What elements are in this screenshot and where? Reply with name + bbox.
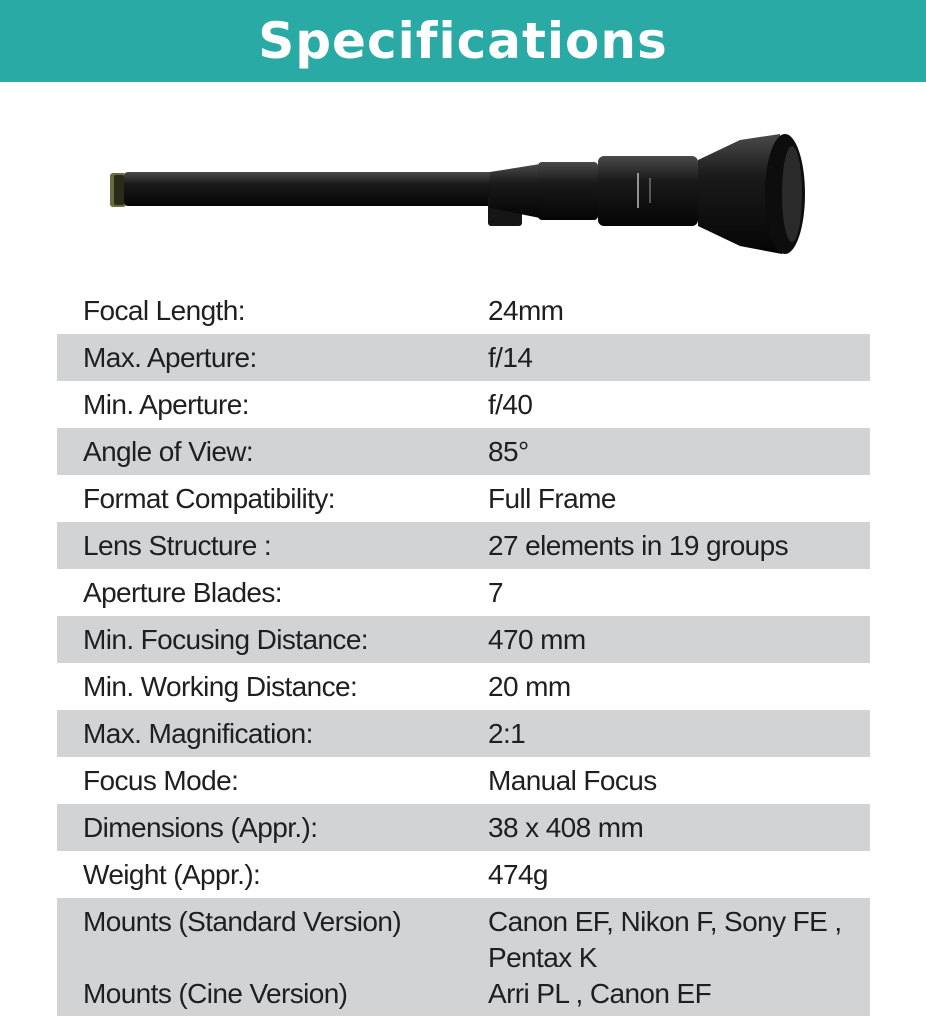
spec-value: 2:1 (466, 710, 870, 757)
probe-lens-image (110, 128, 810, 258)
spec-label: Max. Aperture: (57, 334, 466, 381)
spec-value: 7 (488, 576, 503, 608)
spec-row (57, 475, 870, 522)
spec-label: Min. Focusing Distance: (57, 616, 466, 663)
mounts-cine-value: Arri PL , Canon EF (488, 978, 712, 1009)
spec-value: 85° (466, 428, 870, 475)
spec-value: 20 mm (488, 670, 571, 702)
mounts-values (466, 898, 870, 1016)
spec-value: 27 elements in 19 groups (466, 522, 870, 569)
spec-row (57, 616, 870, 663)
spec-label: Min. Working Distance: (83, 670, 358, 702)
spec-row (57, 804, 870, 851)
mounts-labels (57, 898, 466, 1016)
spec-value: f/40 (488, 388, 533, 420)
spec-label: Min. Aperture: (83, 388, 249, 420)
spec-value: 474g (488, 858, 548, 890)
spec-label: Max. Magnification: (57, 710, 466, 757)
spec-value: f/14 (466, 334, 870, 381)
mounts-row (57, 898, 870, 1016)
spec-label: Dimensions (Appr.): (57, 804, 466, 851)
spec-label: Focus Mode: (83, 764, 239, 796)
spec-value: Full Frame (488, 482, 616, 514)
spec-row (57, 663, 870, 710)
spacer (83, 940, 466, 976)
spec-row (57, 381, 870, 428)
spec-row (57, 334, 870, 381)
mounts-standard-label: Mounts (Standard Version) (83, 906, 402, 937)
spec-label: Angle of View: (57, 428, 466, 475)
mounts-standard-value-line2: Pentax K (488, 942, 597, 973)
spec-value: 38 x 408 mm (466, 804, 870, 851)
spec-row (57, 569, 870, 616)
specifications-table (57, 287, 870, 1016)
page-title: Specifications (258, 12, 668, 70)
spec-row (57, 757, 870, 804)
spec-row (57, 428, 870, 475)
mounts-cine-label: Mounts (Cine Version) (83, 978, 348, 1009)
spec-label: Focal Length: (83, 294, 245, 326)
spec-value: Manual Focus (488, 764, 657, 796)
spec-label: Format Compatibility: (83, 482, 335, 514)
mounts-standard-value-line1: Canon EF, Nikon F, Sony FE , (488, 906, 842, 937)
spec-row (57, 851, 870, 898)
spec-label: Weight (Appr.): (83, 858, 261, 890)
spec-value: 470 mm (466, 616, 870, 663)
spec-row (57, 287, 870, 334)
spec-label: Aperture Blades: (83, 576, 282, 608)
spec-value: 24mm (488, 294, 564, 326)
spec-row (57, 522, 870, 569)
spec-label: Lens Structure : (57, 522, 466, 569)
spec-row (57, 710, 870, 757)
header-banner (0, 0, 926, 82)
